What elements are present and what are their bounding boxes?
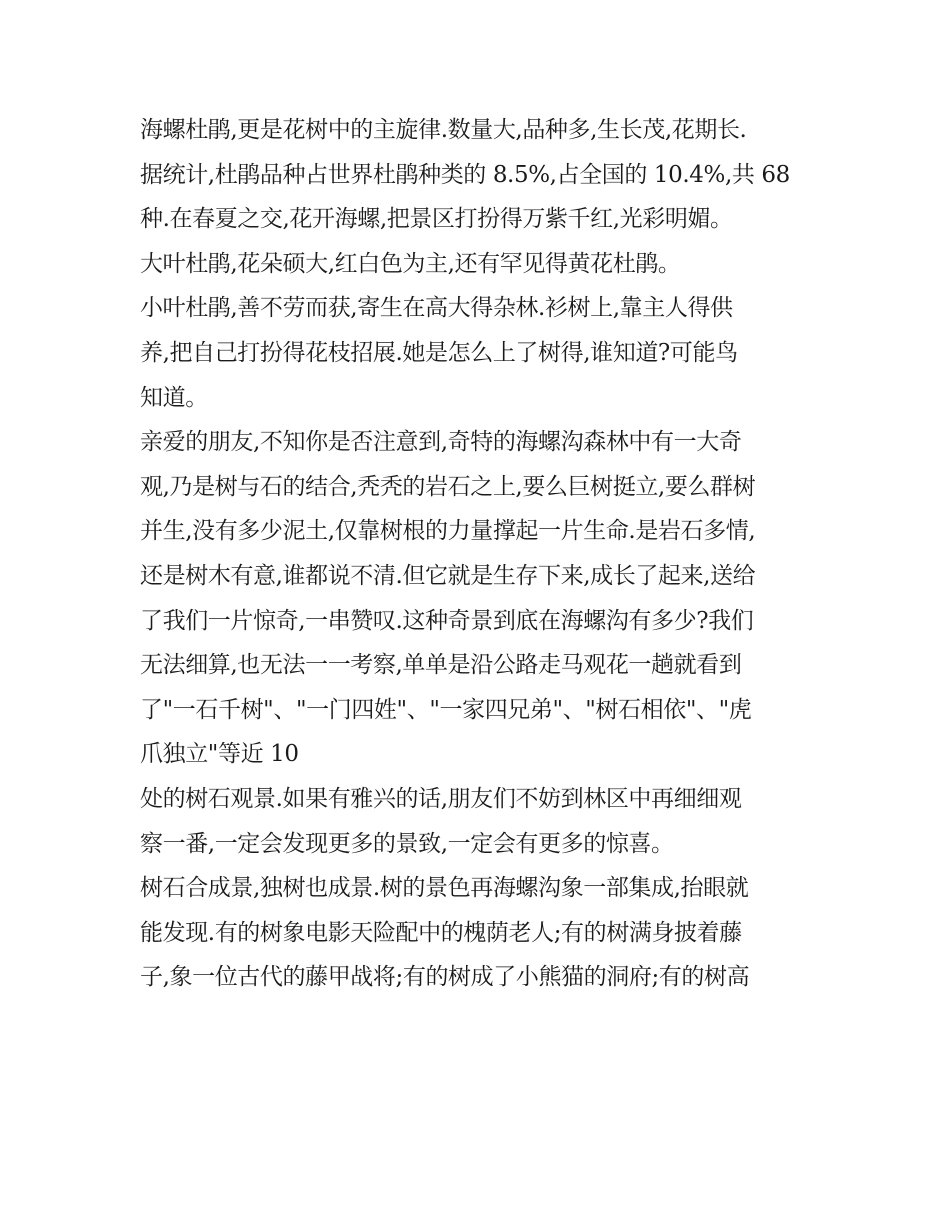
text-line: 种.在春夏之交,花开海螺,把景区打扮得万紫千红,光彩明媚。	[140, 206, 733, 233]
text-line: 观,乃是树与石的结合,秃秃的岩石之上,要么巨树挺立,要么群树	[140, 473, 756, 500]
text-line: 了"一石千树"、"一门四姓"、"一家四兄弟"、"树石相依"、"虎	[140, 696, 752, 723]
text-line: 处的树石观景.如果有雅兴的话,朋友们不妨到林区中再细细观	[140, 785, 742, 812]
text-line: 亲爱的朋友,不知你是否注意到,奇特的海螺沟森林中有一大奇	[140, 429, 742, 456]
text-line: 爪独立"等近 10	[140, 741, 299, 768]
text-line: 大叶杜鹃,花朵硕大,红白色为主,还有罕见得黄花杜鹃。	[140, 250, 681, 277]
text-line: 养,把自己打扮得花枝招展.她是怎么上了树得,谁知道?可能鸟	[140, 339, 738, 366]
text-line: 海螺杜鹃,更是花树中的主旋律.数量大,品种多,生长茂,花期长.	[140, 117, 747, 143]
text-line: 能发现.有的树象电影天险配中的槐荫老人;有的树满身披着藤	[140, 919, 742, 946]
text-line: 察一番,一定会发现更多的景致,一定会有更多的惊喜。	[140, 830, 674, 857]
text-line: 了我们一片惊奇,一串赞叹.这种奇景到底在海螺沟有多少?我们	[140, 607, 754, 634]
text-line: 知道。	[140, 384, 208, 411]
body-text	[140, 108, 820, 1000]
text-line: 无法细算,也无法一一考察,单单是沿公路走马观花一趟就看到	[140, 652, 742, 679]
text-line: 树石合成景,独树也成景.树的景色再海螺沟象一部集成,抬眼就	[140, 875, 749, 902]
text-line: 还是树木有意,谁都说不清.但它就是生存下来,成长了起来,送给	[140, 562, 756, 589]
text-line: 据统计,杜鹃品种占世界杜鹃种类的 8.5%,占全国的 10.4%,共 68	[140, 161, 790, 188]
text-line: 子,象一位古代的藤甲战将;有的树成了小熊猫的洞府;有的树高	[140, 964, 750, 991]
text-line: 小叶杜鹃,善不劳而获,寄生在高大得杂林.衫树上,靠主人得供	[140, 295, 733, 322]
text-line: 并生,没有多少泥土,仅靠树根的力量撑起一片生命.是岩石多情,	[140, 518, 756, 545]
